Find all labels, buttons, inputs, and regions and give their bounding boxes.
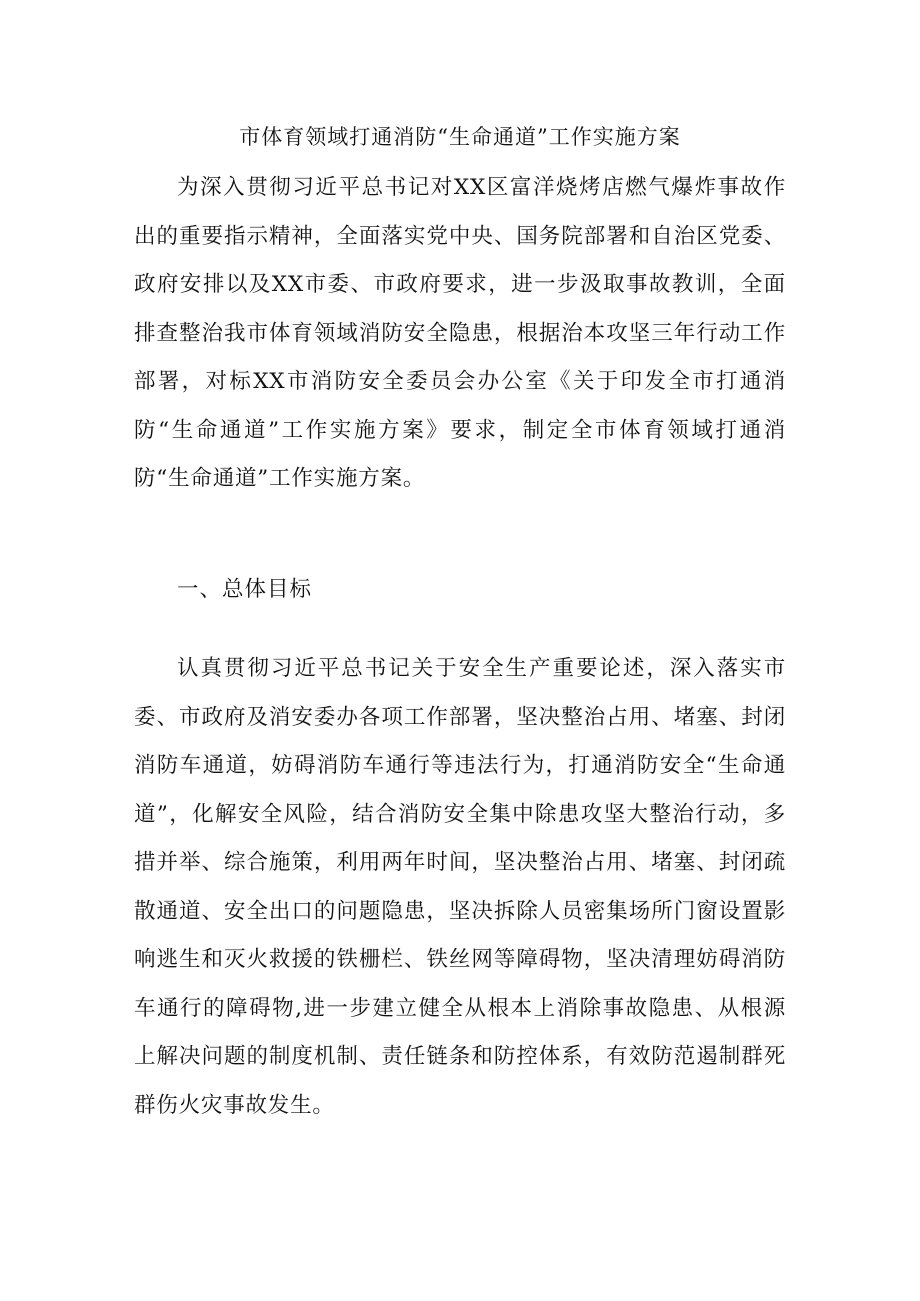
section-heading: 一、总体目标 [177,577,313,602]
intro-paragraph: 为深入贯彻习近平总书记对XX区富洋烧烤店燃气爆炸事故作出的重要指示精神，全面落实党中央、国务院部署和自治区党委、政府安排以及XX市委、市政府要求，进一步汲取事故教训，全面排查整治我市体育领域消防安全隐患，根据治本攻坚三年行动工作部署，对标XX市消防安全委员会办公室《关于印发全市打通消防“生命通道”工作实施方案》要求，制定全市体育领域打通消防“生命通道”工作实施方案。 [134,175,786,491]
document-title: 市体育领域打通消防“生命通道”工作实施方案 [239,125,681,149]
goal-paragraph: 认真贯彻习近平总书记关于安全生产重要论述，深入落实市委、市政府及消安委办各项工作部署，坚决整治占用、堵塞、封闭消防车通道，妨碍消防车通行等违法行为，打通消防安全“生命通道”，化解安全风险，结合消防安全集中除患攻坚大整治行动，多措并举、综合施策，利用两年时间，坚决整治占用、堵塞、封闭疏散通道、安全出口的问题隐患，坚决拆除人员密集场所门窗设置影响逃生和灭火救援的铁栅栏、铁丝网等障碍物，坚决清理妨碍消防车通行的障碍物,进一步建立健全从根本上消除事故隐患、从根源上解决问题的制度机制、责任链条和防控体系，有效防范遏制群死群伤火灾事故发生。 [134,656,786,1118]
